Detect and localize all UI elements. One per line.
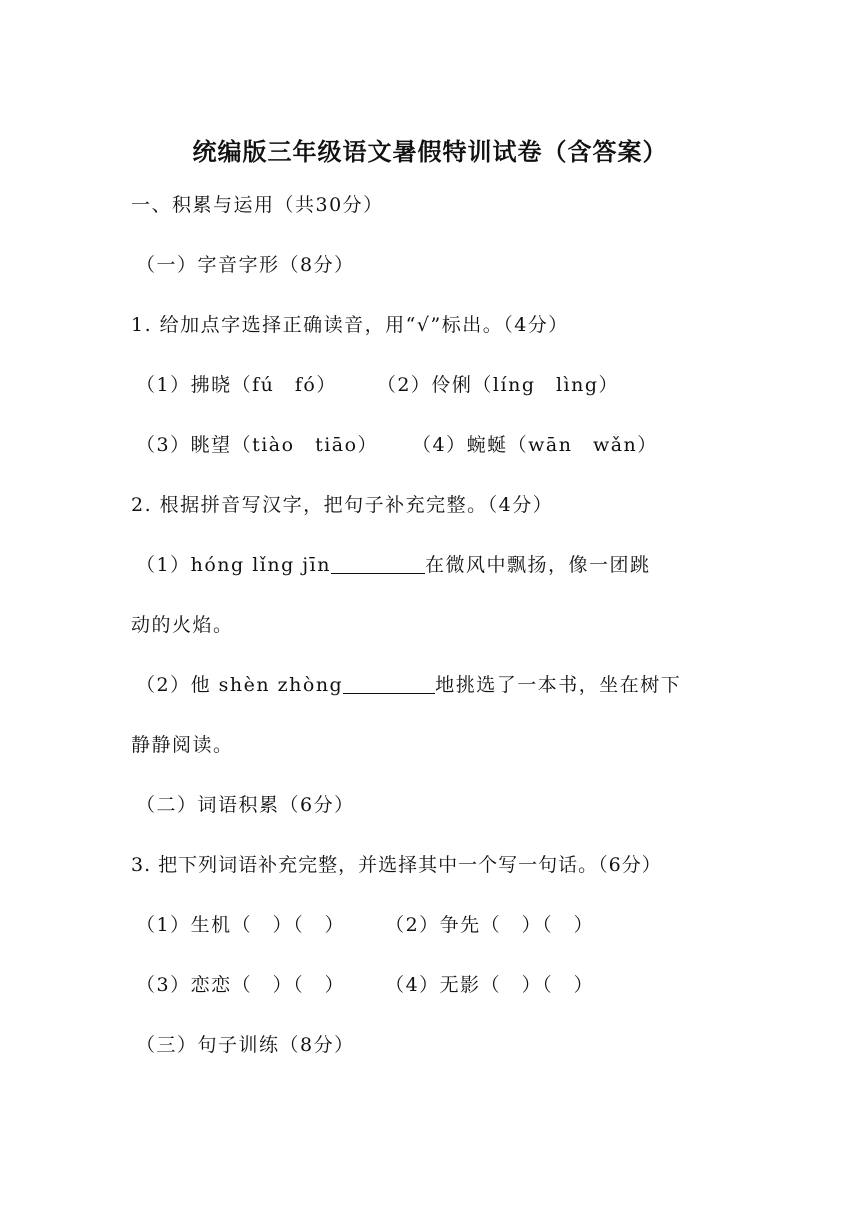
word-item: （1）生机（ ）（ ） <box>136 914 346 936</box>
sentence-text: 在微风中飘扬，像一团跳 <box>425 554 651 576</box>
question-3-row-2 <box>136 970 594 997</box>
question-1-stem: 1. 给加点字选择正确读音，用“√”标出。（4分） <box>131 314 569 336</box>
section-heading: 一、积累与运用（共30分） <box>131 194 384 216</box>
question-3-row-1 <box>136 910 594 937</box>
word-item: （2）争先（ ）（ ） <box>385 914 595 936</box>
pinyin-prompt: （2）他 shèn zhòng <box>136 674 344 696</box>
word-item: （3）恋恋（ ）（ ） <box>136 974 346 996</box>
pinyin-prompt: （1）hóng lǐng jīn <box>136 554 332 576</box>
question-2-sentence-1 <box>136 550 651 577</box>
answer-blank[interactable] <box>343 674 435 694</box>
option-item: （1）拂晓（fú fó） <box>136 374 337 396</box>
option-item: （4）蜿蜒（wān wǎn） <box>412 434 658 456</box>
question-1-row-1 <box>136 370 619 397</box>
sentence-text: 地挑选了一本书，坐在树下 <box>435 674 682 696</box>
word-item: （4）无影（ ）（ ） <box>385 974 595 996</box>
page-title: 统编版三年级语文暑假特训试卷（含答案） <box>192 138 668 166</box>
option-item: （3）眺望（tiào tiāo） <box>136 434 379 456</box>
question-2-stem: 2. 根据拼音写汉字，把句子补充完整。（4分） <box>131 494 554 516</box>
part-heading-vocabulary: （二）词语积累（6分） <box>136 794 355 816</box>
option-item: （2）伶俐（líng lìng） <box>376 374 620 396</box>
sentence-continuation: 静静阅读。 <box>131 734 234 756</box>
question-3-stem: 3. 把下列词语补充完整，并选择其中一个写一句话。（6分） <box>131 854 662 876</box>
answer-blank[interactable] <box>331 554 425 574</box>
question-1-row-2 <box>136 430 658 457</box>
question-2-sentence-2 <box>136 670 681 697</box>
part-heading-sentences: （三）句子训练（8分） <box>136 1034 355 1056</box>
sentence-continuation: 动的火焰。 <box>131 614 234 636</box>
part-heading-pronunciation: （一）字音字形（8分） <box>136 254 355 276</box>
